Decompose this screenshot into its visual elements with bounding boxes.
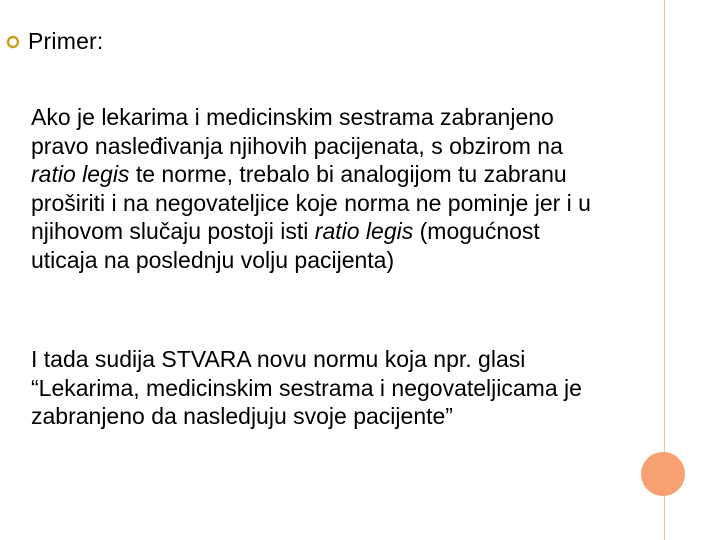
paragraph-new-norm xyxy=(31,345,582,431)
text-line: uticaja na poslednju volju pacijenta) xyxy=(31,246,395,273)
bullet-item xyxy=(6,28,104,55)
text-segment: njihovom slučaju postoji isti xyxy=(31,218,315,244)
bullet-label: Primer: xyxy=(28,28,104,54)
text-line xyxy=(31,217,591,246)
italic-term: ratio legis xyxy=(31,161,130,187)
paragraph-analogy xyxy=(31,103,591,274)
text-line: Ako je lekarima i medicinskim sestrama zabranjeno xyxy=(31,104,554,130)
italic-term: ratio legis xyxy=(314,218,414,244)
text-line: I tada sudija STVARA novu normu koja npr. glasi xyxy=(31,346,526,372)
text-line xyxy=(31,160,591,189)
decorative-orange-circle xyxy=(641,452,685,496)
open-circle-bullet-icon xyxy=(6,35,20,49)
text-line: proširiti i na negovateljice koje norma ne pominje jer i u xyxy=(31,189,591,216)
text-segment: te norme, trebalo bi analogijom tu zabranu xyxy=(129,161,567,187)
text-line: “Lekarima, medicinskim sestrama i negovateljicama je xyxy=(31,374,582,401)
text-line: zabranjeno da nasledjuju svoje pacijente” xyxy=(31,403,453,429)
text-line: pravo nasleđivanja njihovih pacijenata, s obzirom na xyxy=(31,132,563,159)
text-segment: (mogućnost xyxy=(413,218,540,244)
